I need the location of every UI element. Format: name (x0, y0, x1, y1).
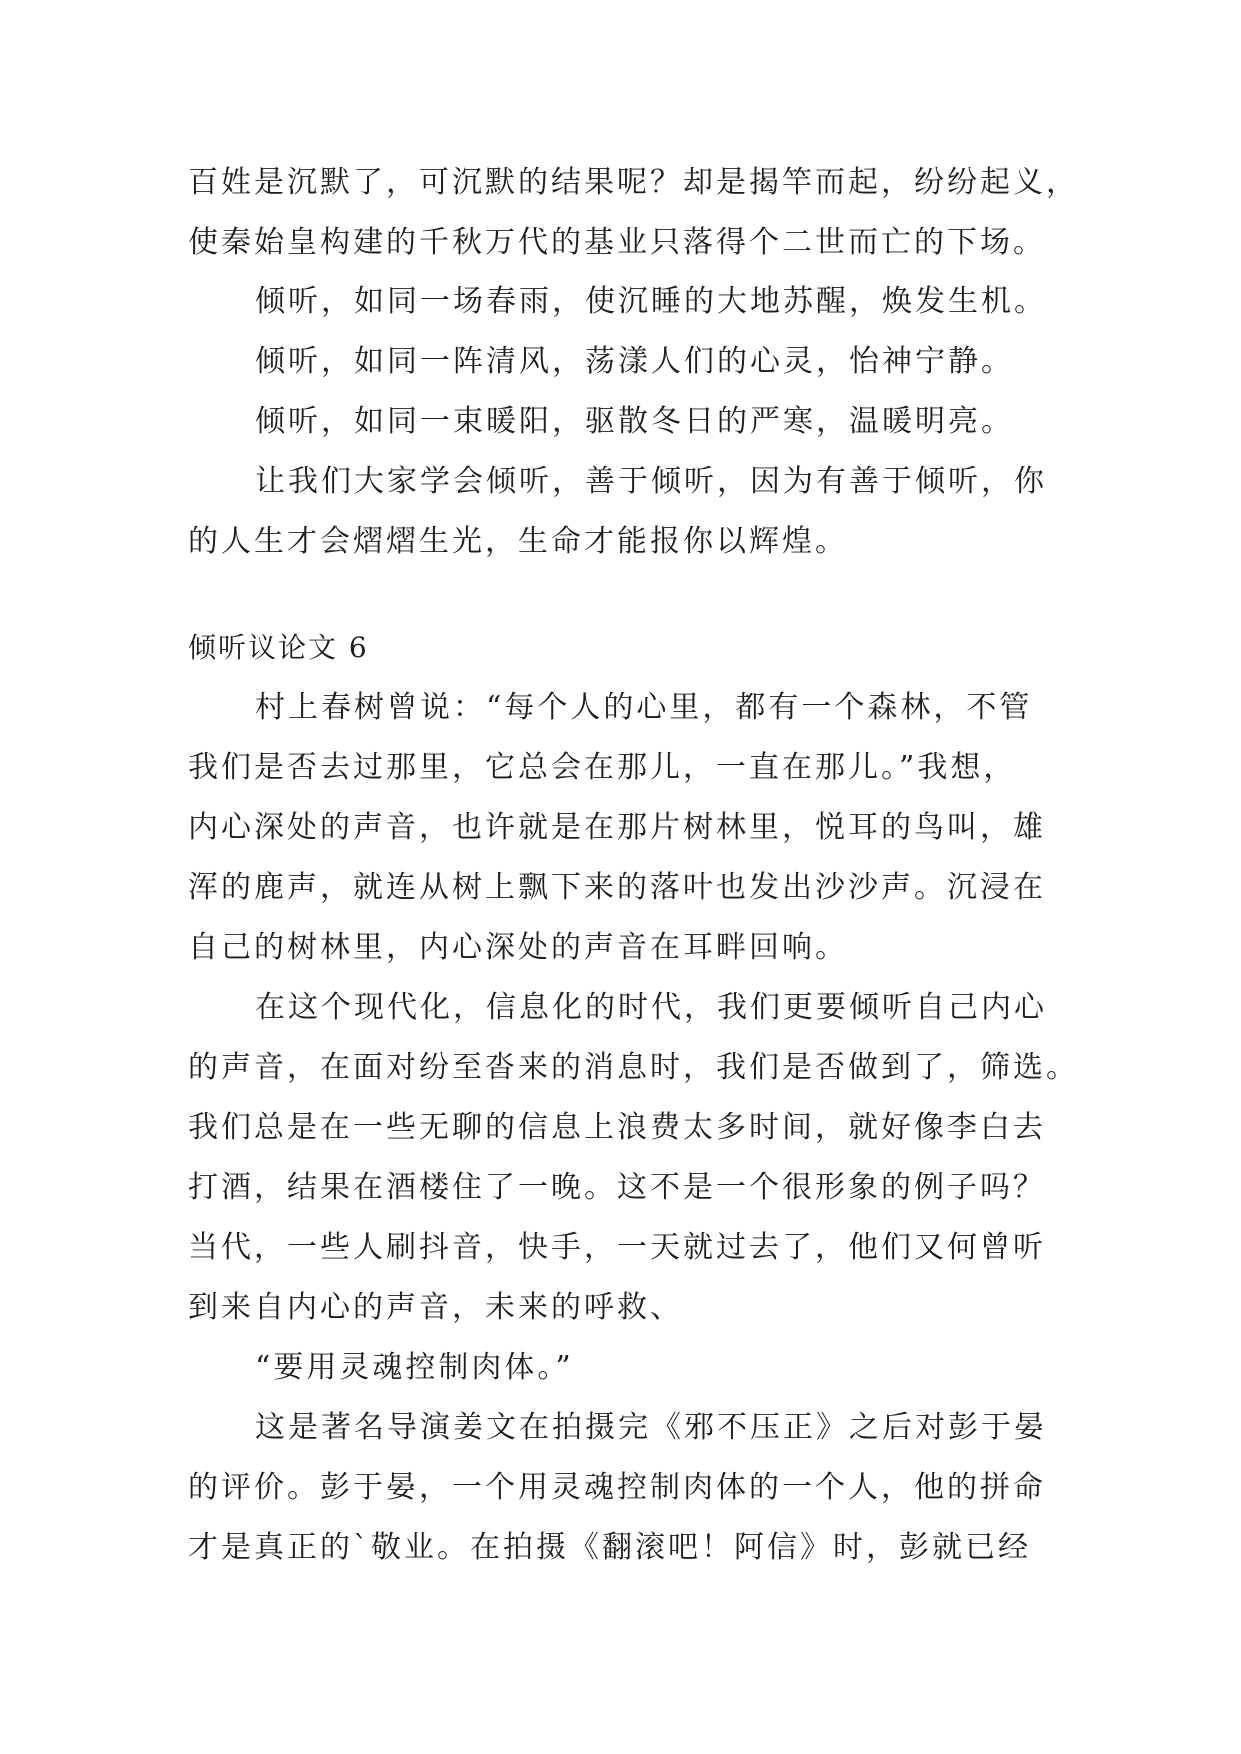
text-line: 倾听，如同一阵清风，荡漾人们的心灵，怡神宁静。 (255, 344, 1014, 379)
text-line: 让我们大家学会倾听，善于倾听，因为有善于倾听，你 (255, 464, 1047, 499)
text-line: 的评价。彭于晏，一个用灵魂控制肉体的一个人，他的拼命 (188, 1470, 1046, 1505)
text-line: 使秦始皇构建的千秋万代的基业只落得个二世而亡的下场。 (188, 225, 1046, 260)
text-line: 才是真正的`敬业。在拍摄《翻滚吧！阿信》时，彭就已经 (188, 1530, 1031, 1565)
text-line: 浑的鹿声，就连从树上飘下来的落叶也发出沙沙声。沉浸在 (188, 870, 1046, 905)
section-heading: 倾听议论文 6 (188, 631, 369, 664)
text-line: 倾听，如同一束暖阳，驱散冬日的严寒，温暖明亮。 (255, 404, 1014, 439)
text-line: 这是著名导演姜文在拍摄完《邪不压正》之后对彭于晏 (255, 1410, 1047, 1445)
text-line: 我们总是在一些无聊的信息上浪费太多时间，就好像李白去 (188, 1110, 1046, 1145)
text-line: 倾听，如同一场春雨，使沉睡的大地苏醒，焕发生机。 (255, 284, 1047, 319)
text-line: 到来自内心的声音，未来的呼救、 (188, 1290, 683, 1325)
text-line: 内心深处的声音，也许就是在那片树林里，悦耳的鸟叫，雄 (188, 810, 1046, 845)
text-line: 当代，一些人刷抖音，快手，一天就过去了，他们又何曾听 (188, 1230, 1046, 1265)
text-line: 自己的树林里，内心深处的声音在耳畔回响。 (188, 930, 848, 965)
text-line: 在这个现代化，信息化的时代，我们更要倾听自己内心 (255, 990, 1047, 1025)
text-line: 我们是否去过那里，它总会在那儿，一直在那儿。”我想， (188, 750, 1017, 785)
text-line: 的人生才会熠熠生光，生命才能报你以辉煌。 (188, 524, 848, 559)
text-line: “要用灵魂控制肉体。” (255, 1350, 574, 1385)
text-line: 打酒，结果在酒楼住了一晚。这不是一个很形象的例子吗？ (188, 1170, 1046, 1205)
text-line: 村上春树曾说：“每个人的心里，都有一个森林，不管 (255, 690, 1033, 725)
text-line: 百姓是沉默了，可沉默的结果呢？却是揭竿而起，纷纷起义， (188, 165, 1079, 200)
text-line: 的声音，在面对纷至沓来的消息时，我们是否做到了，筛选。 (188, 1050, 1079, 1085)
